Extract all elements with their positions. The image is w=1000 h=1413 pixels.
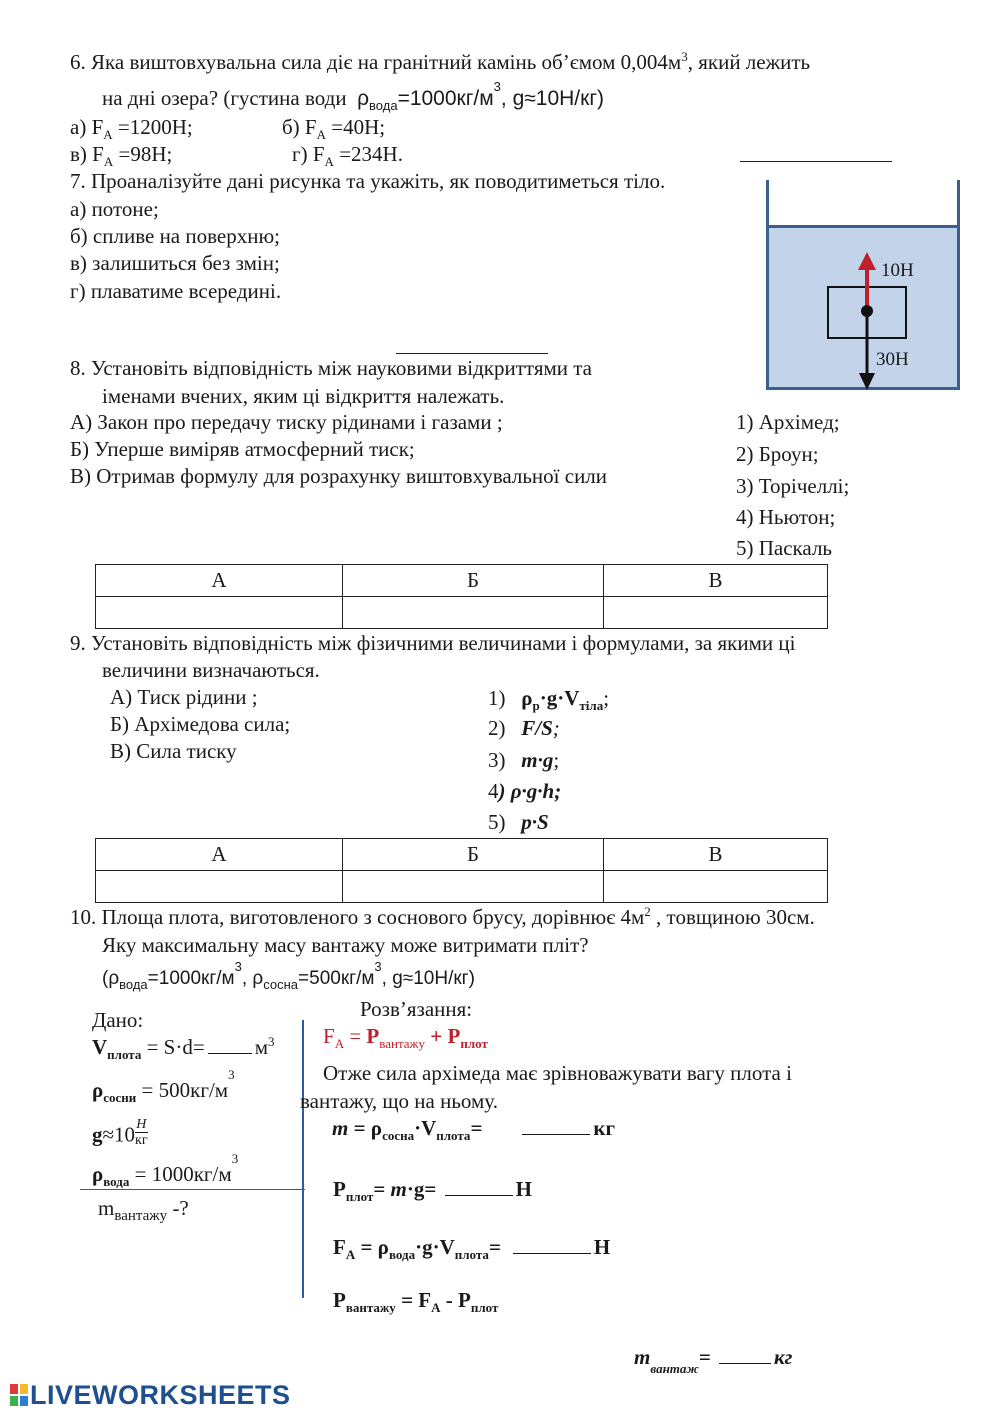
q8-line2: іменами вчених, яким ці відкриття належать.: [102, 384, 505, 408]
given-rho-pine: $\rho_{сосни} = 500кг/м^3$: [92, 1067, 235, 1106]
q9-answer-a[interactable]: [96, 871, 343, 903]
q7-title: 7. Проаналізуйте дані рисунка та укажіть, як поводитиметься тіло.: [70, 169, 666, 193]
q10-line2: Яку максимальну масу вантажу може витримати пліт?: [102, 933, 589, 957]
archimedes-blank[interactable]: [513, 1252, 591, 1254]
solution-cargo-weight-line: $P_{вантажу} = F_A - P_{плот}$: [333, 1288, 499, 1316]
q9-answer-b[interactable]: [343, 871, 604, 903]
vessel-diagram: [766, 180, 960, 390]
solution-text-1: Отже сила архімеда має зрівноважувати вагу плота і: [323, 1061, 792, 1085]
q8-line1: 8. Установіть відповідність між науковими відкриттями та: [70, 356, 593, 380]
q8-answer-b[interactable]: [343, 597, 604, 629]
given-separator-v: [302, 1020, 304, 1298]
q9-item-b: Б) Архімедова сила;: [110, 712, 291, 736]
q9-answer-c[interactable]: [604, 871, 828, 903]
center-point: [861, 305, 873, 317]
q8-item-b: Б) Уперше виміряв атмосферний тиск;: [70, 437, 415, 461]
q8-answer-row: [96, 597, 828, 629]
cargo-mass-blank[interactable]: [719, 1362, 771, 1364]
q6-option-a: а) $F_A =1200Н$;: [70, 115, 193, 143]
q8-name-5: 5) Паскаль: [736, 536, 832, 560]
logo-grid-icon: [10, 1384, 28, 1406]
q8-header-c: В: [604, 565, 828, 597]
solution-mass-line: $m = \rho_{сосна}\cdot V_{плота}=$ кг: [332, 1116, 616, 1144]
q7-option-b: б) спливе на поверхню;: [70, 224, 280, 248]
q8-table-header: [96, 565, 828, 597]
given-g: g≈10 Н кг: [92, 1117, 148, 1149]
solution-archimedes-line: $F_A = \rho_{вода}\cdot g\cdot V_{плота}= Н$: [333, 1235, 611, 1263]
gravity-arrow-head: [859, 373, 875, 390]
q6-line1: 6. Яка виштовхувальна сила діє на гранітний камінь об’ємом $0,004м^3$, який лежить: [70, 49, 811, 74]
q9-answer-row: [96, 871, 828, 903]
buoyant-arrow-head: [858, 252, 876, 270]
q9-formula-1: 1) $\rho_р\cdot g\cdot V_{тіла}$;: [488, 686, 610, 714]
q9-formula-3: 3) m·g;: [488, 748, 560, 772]
q8-item-c: В) Отримав формулу для розрахунку виштовхувальної сили: [70, 464, 608, 488]
q8-name-4: 4) Ньютон;: [736, 505, 836, 529]
q8-answer-a[interactable]: [96, 597, 343, 629]
solution-equation: $F_A = P_{вантажу} + P_{плот}$: [323, 1024, 488, 1052]
q7-option-d: г) плаватиме всередині.: [70, 279, 282, 303]
q8-item-a: А) Закон про передачу тиску рідинами і газами ;: [70, 410, 503, 434]
q9-item-a: А) Тиск рідини ;: [110, 685, 258, 709]
q6-answer-field[interactable]: [740, 160, 892, 162]
solution-text-2: вантажу, що на ньому.: [300, 1089, 498, 1113]
q9-answer-table: [95, 838, 828, 903]
q9-header-a: А: [96, 839, 343, 871]
q8-name-2: 2) Броун;: [736, 442, 819, 466]
q8-name-3: 3) Торічеллі;: [736, 474, 850, 498]
q7-option-a: а) потоне;: [70, 197, 159, 221]
mass-blank[interactable]: [522, 1133, 590, 1135]
q6-option-b: б) $F_A =40Н$;: [282, 115, 386, 143]
solution-title: Розв’язання:: [360, 997, 473, 1021]
given-title: Дано:: [92, 1008, 144, 1032]
given-separator-h: [80, 1189, 305, 1190]
q7-option-c: в) залишиться без змін;: [70, 251, 280, 275]
raft-weight-blank[interactable]: [445, 1194, 513, 1196]
liveworksheets-logo: LIVEWORKSHEETS: [10, 1380, 291, 1411]
force-up-label: 10Н: [881, 260, 914, 281]
q10-conditions: ($\rho_{вода}=1000кг/м^3$, $\rho_{сосна}=500кг/м^3$, g≈10Н/кг): [102, 958, 475, 992]
force-down-label: 30Н: [876, 349, 909, 370]
q9-header-b: Б: [343, 839, 604, 871]
force-arrows: [766, 180, 960, 390]
q8-answer-c[interactable]: [604, 597, 828, 629]
q8-answer-table: [95, 564, 828, 629]
given-find: $m_{вантажу}$ -?: [98, 1196, 189, 1225]
q6-line2: на дні озера? (густина води $\rho_{вода}=1000кг/м^3$, g≈10Н/кг): [102, 79, 604, 114]
q9-formula-5: 5) p·S: [488, 810, 549, 834]
solution-cargo-mass-line: $m_{вантаж}=$ кг: [634, 1345, 793, 1377]
q9-line1: 9. Установіть відповідність між фізичними величинами і формулами, за якими ці: [70, 631, 796, 655]
q8-header-a: А: [96, 565, 343, 597]
solution-raft-weight-line: $P_{плот}= m\cdot g= Н$: [333, 1177, 532, 1205]
q6-option-d: г) $F_A =234Н$.: [292, 142, 403, 170]
q9-line2: величини визначаються.: [102, 658, 320, 682]
q6-option-c: в) $F_A =98Н$;: [70, 142, 173, 170]
q8-name-1: 1) Архімед;: [736, 410, 840, 434]
q9-formula-4: 4) ρ·g·h;: [488, 779, 562, 803]
volume-blank[interactable]: [208, 1052, 252, 1054]
q8-header-b: Б: [343, 565, 604, 597]
q9-header-c: В: [604, 839, 828, 871]
q9-item-c: В) Сила тиску: [110, 739, 237, 763]
q10-line1: 10. Площа плота, виготовленого з соснового брусу, дорівнює $4м^2$ , товщиною 30см.: [70, 904, 815, 929]
q7-answer-field[interactable]: [396, 352, 548, 354]
given-rho-water: $\rho_{вода} = 1000кг/м^3$: [92, 1151, 239, 1190]
q9-formula-2: 2) F/S;: [488, 716, 560, 740]
q9-table-header: [96, 839, 828, 871]
given-volume: $V_{плота} = S\cdot d= м^3$: [92, 1034, 275, 1063]
